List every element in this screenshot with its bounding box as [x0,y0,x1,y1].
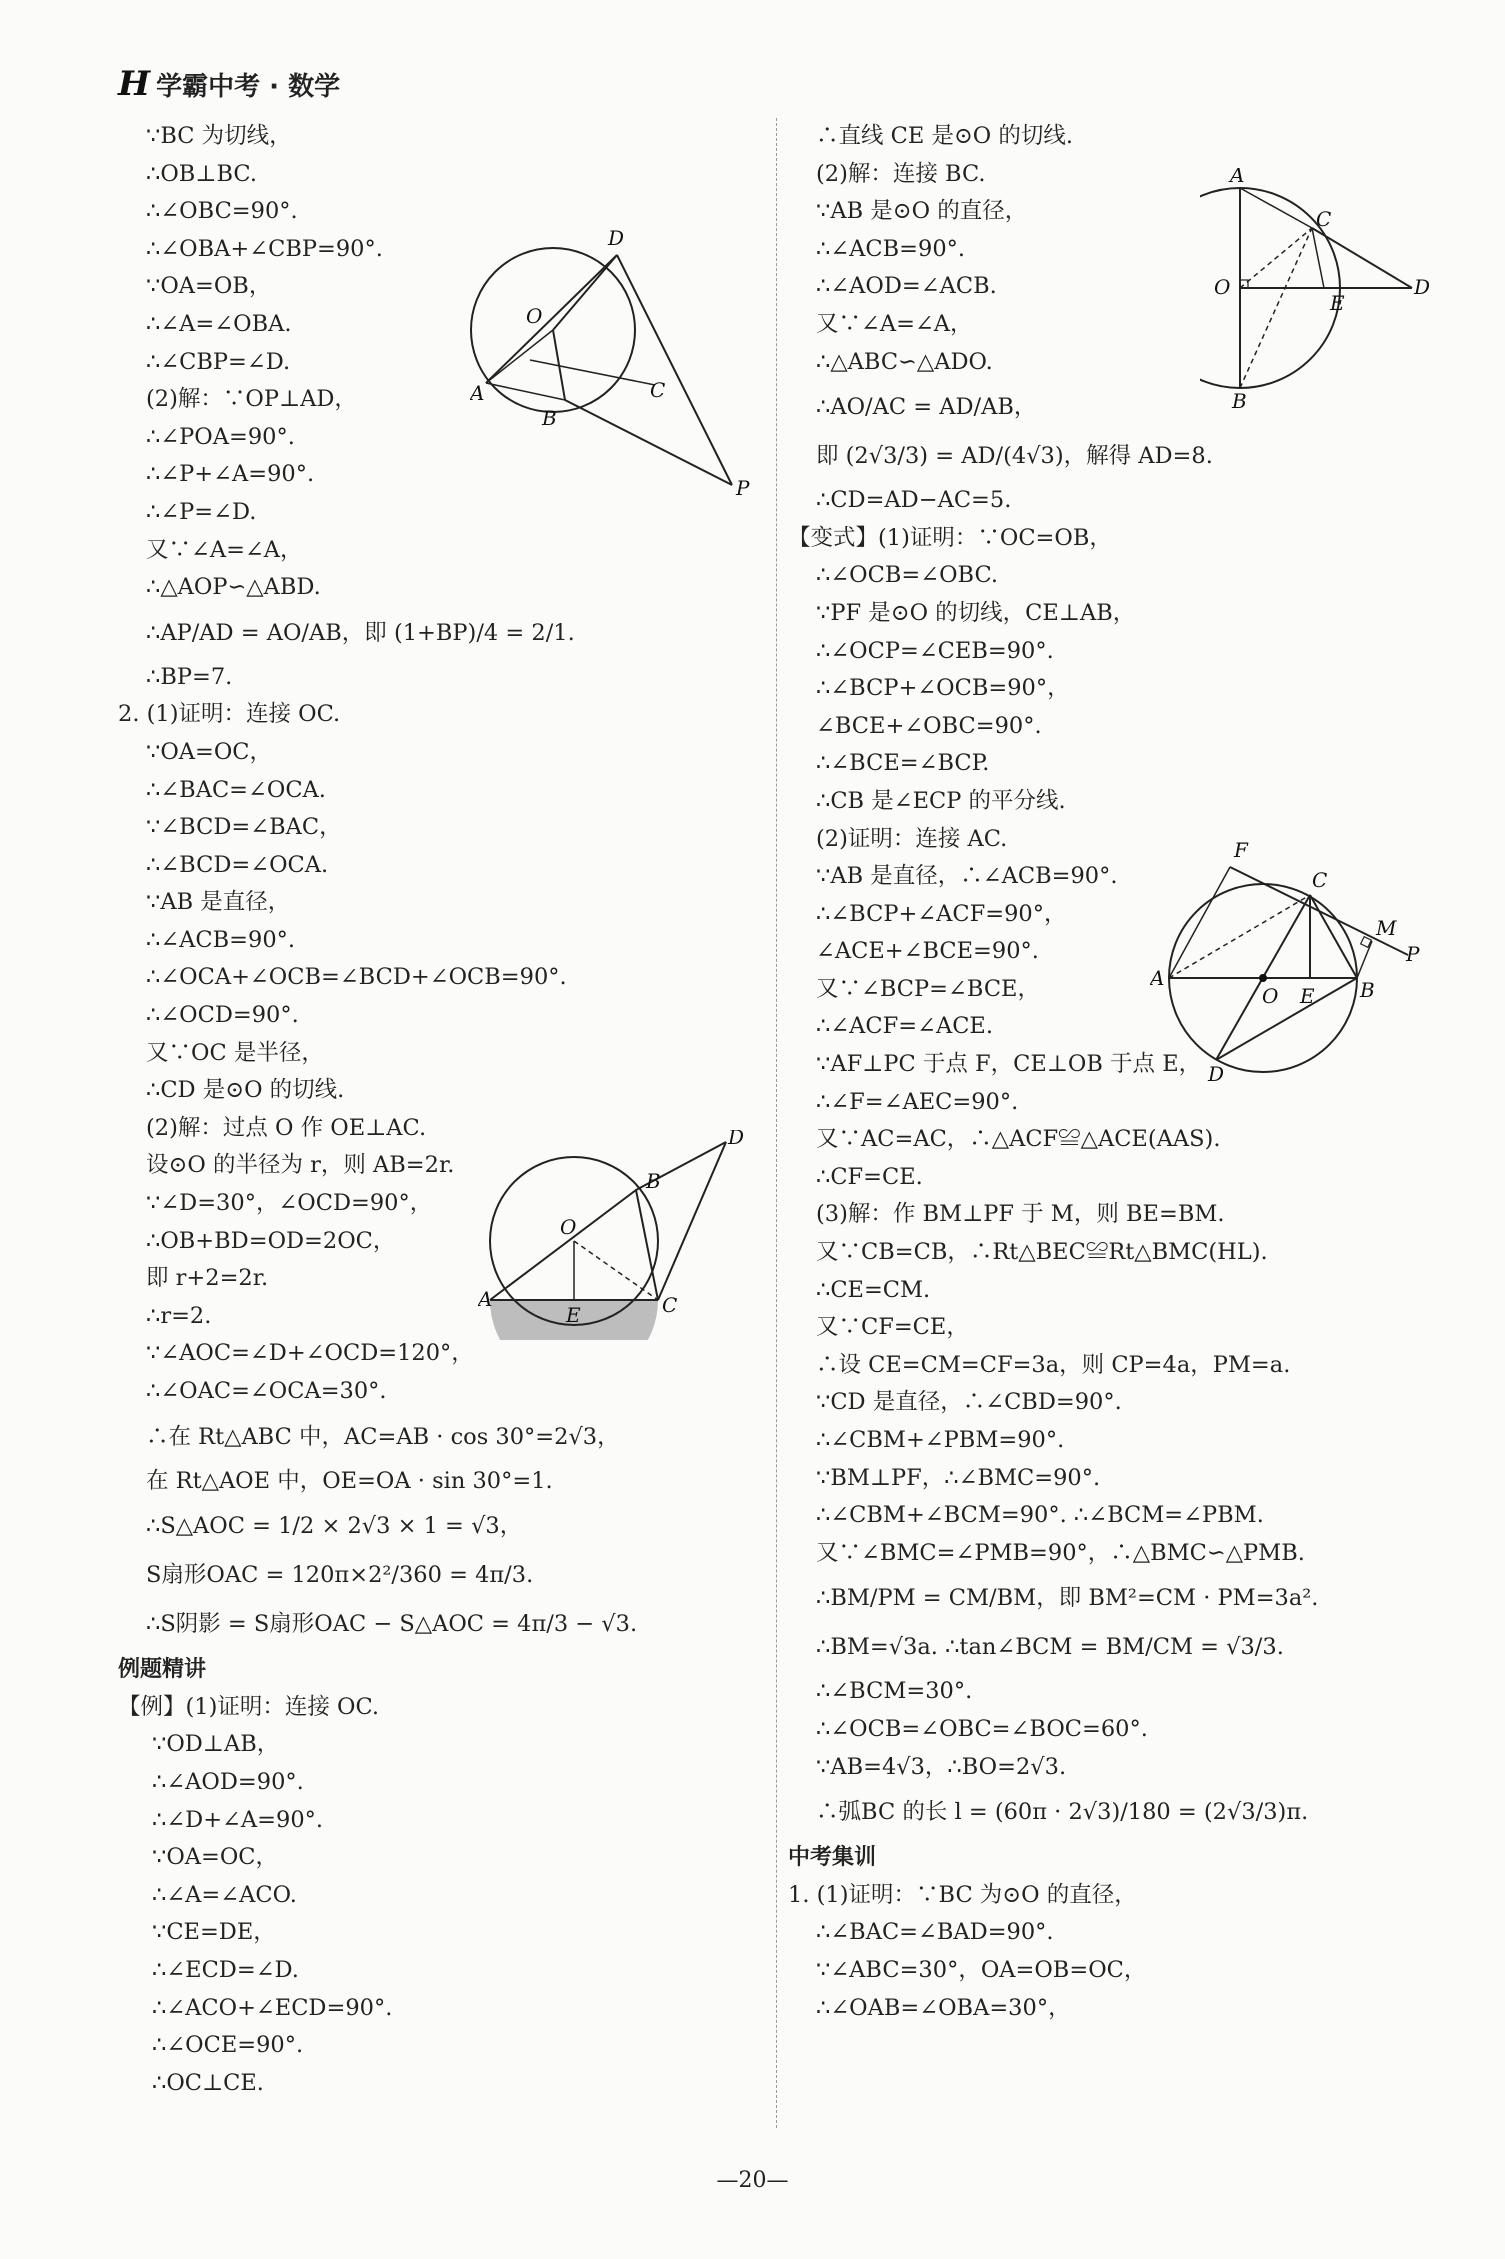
text-line: ∵AB 是直径， [146,889,291,916]
text-line: ∠ACE+∠BCE=90°. [816,938,1039,965]
text-line: ∴r=2. [146,1302,212,1329]
text-line: ∴∠CBM+∠BCM=90°. ∴∠BCM=∠PBM. [816,1502,1264,1529]
text-line: ∴直线 CE 是⊙O 的切线. [816,123,1074,149]
text-line: ∴∠BAC=∠BAD=90°. [816,1919,1054,1946]
formula-line: ∴S△AOC = 1/2 × 2√3 × 1 = √3， [146,1513,523,1540]
text-line: ∴∠OCB=∠OBC. [816,562,999,589]
brand-logo: H [118,64,147,104]
text-line: ∴∠AOD=90°. [152,1768,304,1795]
text-line: ∴∠AOD=∠ACB. [816,273,997,300]
text-line: 又∵CF=CE， [816,1314,969,1341]
text-line: ∴∠OAC=∠OCA=30°. [146,1378,387,1404]
section-heading-exam-training: 中考集训 [788,1845,877,1871]
figure-label: A [1150,966,1165,990]
text-line: ∴∠A=∠ACO. [152,1881,297,1908]
column-divider [776,118,777,2128]
page-header [118,62,340,106]
text-line: 又∵∠A=∠A， [146,536,303,563]
figure-label: B [1360,978,1375,1002]
text-line: ∵∠AOC=∠D+∠OCD=120°， [146,1340,474,1367]
figure-label: E [566,1303,581,1327]
text-line: (3)解：作 BM⊥PF 于 M，则 BE=BM. [816,1201,1225,1228]
text-line: ∵∠D=30°，∠OCD=90°， [146,1190,433,1217]
text-line: ∠BCE+∠OBC=90°. [816,712,1042,739]
figure-label: P [736,476,750,500]
page-number: —20— [716,2168,789,2193]
text-line: ∴∠OCP=∠CEB=90°. [816,637,1054,664]
text-line: 又∵∠BMC=∠PMB=90°，∴△BMC∽△PMB. [816,1539,1305,1566]
figure-label: D [1414,275,1430,299]
text-line: ∴∠OAB=∠OBA=30°， [816,1994,1071,2021]
example-heading: 【例】(1)证明：连接 OC. [118,1693,380,1720]
formula-line: ∴AP/AD = AO/AB，即 (1+BP)/4 = 2/1. [146,619,575,646]
figure-label: A [470,381,485,405]
text-line: ∵OA=OC， [152,1844,279,1871]
text-line: ∴∠P=∠D. [146,498,257,525]
figure-label: C [662,1293,678,1317]
text-line: ∴CD=AD−AC=5. [816,487,1012,514]
formula-line: ∴弧BC 的长 l = (60π · 2√3)/180 = (2√3/3)π. [816,1799,1309,1826]
text-line: ∴∠ACB=90°. [146,926,296,953]
text-line: ∵AB 是⊙O 的直径， [816,198,1028,225]
figure-label: B [542,406,557,430]
text-line: ∵CD 是直径，∴∠CBD=90°. [816,1389,1122,1416]
text-line: ∴BP=7. [146,663,233,690]
figure-label: O [526,304,543,328]
text-line: ∵∠BCD=∠BAC， [146,814,342,841]
book-title: 学霸中考 · 数学 [156,71,341,102]
variant-heading: 【变式】(1)证明：∵OC=OB， [788,524,1112,551]
formula-line: ∴AO/AC = AD/AB， [816,394,1037,421]
problem-1-heading: 1. (1)证明：∵BC 为⊙O 的直径， [788,1881,1137,1908]
text-line: ∵AB 是直径，∴∠ACB=90°. [816,863,1118,890]
text-line: 又∵AC=AC，∴△ACF≌△ACE(AAS). [816,1126,1221,1153]
text-line: 又∵OC 是半径， [146,1039,324,1066]
figure-label: A [1230,168,1245,187]
figure-label: O [1214,275,1231,299]
figure-label: D [608,226,625,250]
figure-label: M [1376,916,1397,940]
text-line: (2)解：连接 BC. [816,160,986,187]
text-line: ∴∠BCM=30°. [816,1678,973,1705]
text-line: ∴∠CBM+∠PBM=90°. [816,1427,1065,1453]
text-line: ∵CE=DE， [152,1919,276,1946]
figure-label: E [1300,984,1315,1008]
formula-line: ∴在 Rt△ABC 中，AC=AB · cos 30°=2√3， [146,1423,620,1450]
geometry-figure-2 [478,1130,758,1340]
text-line: ∴∠P+∠A=90°. [146,461,315,488]
text-line: ∵OA=OC， [146,738,273,765]
text-line: ∴∠BCP+∠OCB=90°， [816,675,1070,702]
text-line: ∵∠ABC=30°，OA=OB=OC， [816,1956,1147,1983]
text-line: ∴∠ACB=90°. [816,235,966,262]
problem-2-heading: 2. (1)证明：连接 OC. [118,701,341,728]
text-line: (2)证明：连接 AC. [816,825,1008,852]
text-line: (2)解：∵OP⊥AD， [146,386,357,413]
text-line: 设⊙O 的半径为 r，则 AB=2r. [146,1152,455,1179]
figure-label: C [1312,868,1328,892]
geometry-figure-4 [1150,835,1430,1085]
text-line: ∴CD 是⊙O 的切线. [146,1077,345,1104]
text-line: ∵BC 为切线， [146,123,292,149]
text-line: ∴△AOP∽△ABD. [146,574,321,601]
figure-label: B [1232,389,1247,408]
text-line: 又∵CB=CB，∴Rt△BEC≌Rt△BMC(HL). [816,1239,1268,1266]
figure-label: E [1330,291,1345,315]
formula-line: ∴S阴影 = S扇形OAC − S△AOC = 4π/3 − √3. [146,1611,638,1638]
text-line: (2)解：过点 O 作 OE⊥AC. [146,1114,427,1141]
formula-line: S扇形OAC = 120π×2²/360 = 4π/3. [146,1562,534,1589]
figure-label: F [1234,838,1248,862]
text-line: ∴OB⊥BC. [146,160,257,187]
text-line: ∴∠ACF=∠ACE. [816,1013,993,1040]
text-line: ∴∠ACO+∠ECD=90°. [152,1994,393,2021]
text-line: ∴CF=CE. [816,1163,923,1190]
formula-line: ∴BM/PM = CM/BM，即 BM²=CM · PM=3a². [816,1585,1319,1612]
figure-label: D [1208,1062,1225,1085]
text-line: ∵OD⊥AB， [152,1731,280,1758]
text-line: ∴OB+BD=OD=2OC， [146,1227,396,1254]
text-line: ∴∠POA=90°. [146,423,295,450]
formula-line: 即 (2√3/3) = AD/(4√3)，解得 AD=8. [816,443,1213,470]
text-line: ∴∠OCE=90°. [152,2032,304,2059]
text-line: ∴∠ECD=∠D. [152,1956,299,1983]
figure-label: D [728,1130,745,1149]
figure-label: A [478,1287,493,1311]
text-line: ∴∠BCP+∠ACF=90°， [816,900,1067,927]
text-line: 在 Rt△AOE 中，OE=OA · sin 30°=1. [146,1467,553,1494]
text-line: ∴∠A=∠OBA. [146,310,292,337]
text-line: ∴∠D+∠A=90°. [152,1806,324,1833]
figure-label: O [1262,984,1279,1008]
text-line: ∴CB 是∠ECP 的平分线. [816,787,1066,814]
text-line: ∴∠OCD=90°. [146,1002,299,1029]
text-line: ∴设 CE=CM=CF=3a，则 CP=4a，PM=a. [816,1351,1291,1378]
geometry-figure-3 [1200,168,1430,408]
figure-label: O [560,1215,577,1239]
text-line: ∴OC⊥CE. [152,2069,264,2096]
text-line: ∵AF⊥PC 于点 F，CE⊥OB 于点 E， [816,1051,1202,1078]
figure-label: C [1316,207,1332,231]
text-line: ∵PF 是⊙O 的切线，CE⊥AB， [816,599,1136,626]
text-line: ∴△ABC∽△ADO. [816,348,993,375]
text-line: ∴∠OBA+∠CBP=90°. [146,235,383,262]
text-line: ∴CE=CM. [816,1276,931,1303]
figure-label: C [650,378,666,402]
text-line: 即 r+2=2r. [146,1265,269,1292]
text-line: ∴∠BAC=∠OCA. [146,776,326,803]
formula-line: ∴BM=√3a. ∴tan∠BCM = BM/CM = √3/3. [816,1634,1284,1661]
text-line: ∵BM⊥PF，∴∠BMC=90°. [816,1464,1101,1491]
text-line: ∴∠CBP=∠D. [146,348,291,375]
text-line: ∴∠BCE=∠BCP. [816,750,990,777]
text-line: ∴∠OCA+∠OCB=∠BCD+∠OCB=90°. [146,964,567,991]
text-line: ∴∠F=∠AEC=90°. [816,1088,1019,1115]
text-line: 又∵∠BCP=∠BCE， [816,975,1040,1002]
text-line: 又∵∠A=∠A， [816,310,973,337]
text-line: ∴∠OCB=∠OBC=∠BOC=60°. [816,1715,1148,1742]
text-line: ∴∠BCD=∠OCA. [146,851,329,878]
text-line: ∴∠OBC=90°. [146,198,298,225]
text-line: ∵AB=4√3，∴BO=2√3. [816,1753,1067,1780]
figure-label: B [646,1169,661,1193]
text-line: ∵OA=OB， [146,273,272,300]
geometry-figure-1 [470,225,760,510]
figure-label: P [1406,942,1420,966]
section-heading-examples: 例题精讲 [118,1657,207,1683]
